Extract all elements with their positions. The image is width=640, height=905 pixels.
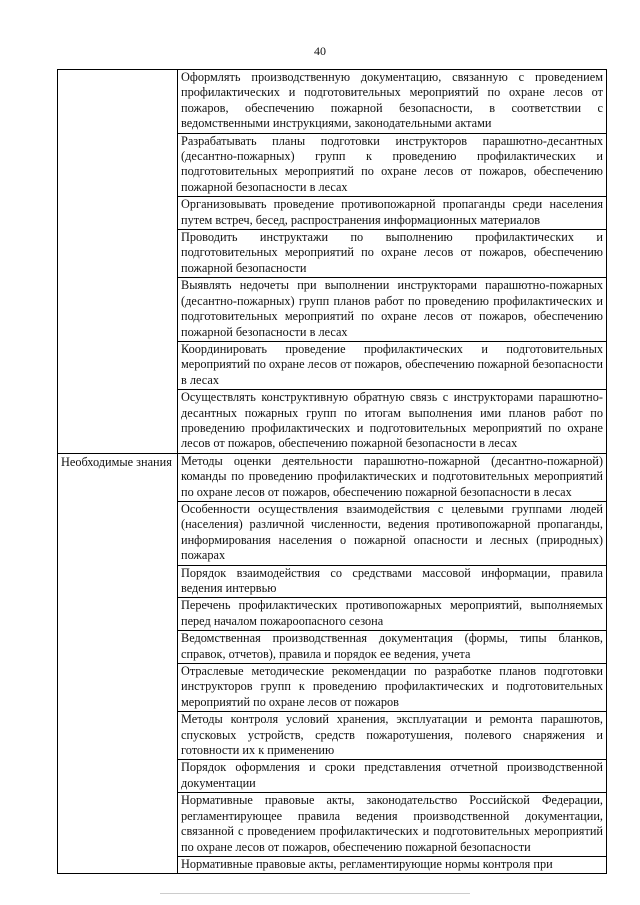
skill-item: Координировать проведение профилактических и подготовительных мероприятий по охране лесов от пожаров, обеспечению пожарной безопасности в лесах xyxy=(178,341,607,389)
skill-item: Проводить инструктажи по выполнению профилактических и подготовительных мероприятий по охране лесов от пожаров, обеспечению пожарной безопасности xyxy=(178,230,607,278)
knowledge-item: Порядок взаимодействия со средствами массовой информации, правила ведения интервью xyxy=(178,565,607,598)
table-row xyxy=(58,453,607,501)
knowledge-item: Методы контроля условий хранения, эксплуатации и ремонта парашютов, спусковых устройств, средств пожаротушения, полевого снаряжения и готовности их к применению xyxy=(178,712,607,760)
skill-item: Оформлять производственную документацию, связанную с проведением профилактических и подготовительных мероприятий по охране лесов от пожаров, обеспечению пожарной безопасности, в соответствии с ведомственными инструкциями, законодательными актами xyxy=(178,70,607,134)
knowledge-item: Ведомственная производственная документация (формы, типы бланков, справок, отчетов), правила и порядок ее ведения, учета xyxy=(178,631,607,664)
section-heading-required-knowledge: Необходимые знания xyxy=(58,453,178,874)
knowledge-item: Нормативные правовые акты, законодательство Российской Федерации, регламентирующее правила ведения производственной документации, связанной с проведением профилактических и подготовительных мероприятий по охране лесов от пожаров, обеспечению пожарной безопасности xyxy=(178,793,607,857)
page-number: 40 xyxy=(314,44,326,58)
knowledge-item: Порядок оформления и сроки представления отчетной производственной документации xyxy=(178,760,607,793)
qualification-table xyxy=(57,69,607,874)
skill-item: Организовывать проведение противопожарной пропаганды среди населения путем встреч, бесед, распространения информационных материалов xyxy=(178,197,607,230)
knowledge-item: Нормативные правовые акты, регламентирующие нормы контроля при xyxy=(178,856,607,873)
knowledge-item: Методы оценки деятельности парашютно-пожарной (десантно-пожарной) команды по проведению профилактических и подготовительных мероприятий по охране лесов от пожаров, обеспечению пожарной безопасности в лесах xyxy=(178,453,607,501)
knowledge-item: Особенности осуществления взаимодействия с целевыми группами людей (населения) различной численности, ведения противопожарной пропаганды, информирования населения о пожарной опасности и лесных (природных) пожарах xyxy=(178,501,607,565)
skill-item: Разрабатывать планы подготовки инструкторов парашютно-десантных (десантно-пожарных) групп к проведению профилактических и подготовительных мероприятий по охране лесов от пожаров, обеспечению пожарной безопасности в лесах xyxy=(178,133,607,197)
table-row xyxy=(58,70,607,134)
skill-item: Выявлять недочеты при выполнении инструкторами парашютно-пожарных (десантно-пожарных) групп планов работ по проведению профилактических и подготовительных мероприятий по охране лесов от пожаров, обеспечению пожарной безопасности в лесах xyxy=(178,278,607,342)
section-heading xyxy=(58,70,178,454)
knowledge-item: Отраслевые методические рекомендации по разработке планов подготовки инструкторов групп к проведению профилактических и подготовительных мероприятий по охране лесов от пожаров xyxy=(178,664,607,712)
scan-edge-divider xyxy=(160,893,470,894)
skill-item: Осуществлять конструктивную обратную связь с инструкторами парашютно-десантных пожарных групп по итогам выполнения ими планов работ по проведению профилактических и подготовительных мероприятий по охране лесов от пожаров, обеспечению пожарной безопасности в лесах xyxy=(178,390,607,454)
knowledge-item: Перечень профилактических противопожарных мероприятий, выполняемых перед началом пожароопасного сезона xyxy=(178,598,607,631)
